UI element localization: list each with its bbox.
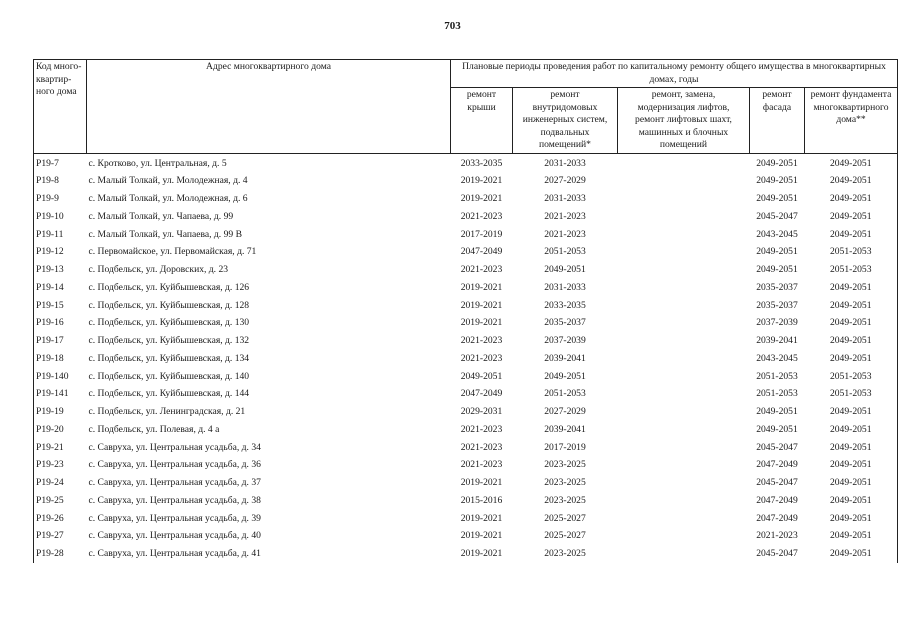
row-address: с. Подбельск, ул. Куйбышевская, д. 132 xyxy=(88,335,250,346)
row-address: с. Подбельск, ул. Куйбышевская, д. 144 xyxy=(88,388,250,400)
row-elevators xyxy=(618,545,750,563)
row-engineering: 2023-2025 xyxy=(544,459,586,471)
table-row xyxy=(34,421,898,439)
row-address: с. Савруха, ул. Центральная усадьба, д. 34 xyxy=(88,441,261,453)
row-roof: 2021-2023 xyxy=(460,335,503,346)
row-foundation: 2049-2051 xyxy=(805,492,898,510)
row-foundation: 2049-2051 xyxy=(805,190,898,208)
row-facade: 2043-2045 xyxy=(756,352,798,364)
row-address: с. Подбельск, ул. Куйбышевская, д. 128 xyxy=(88,299,250,311)
row-facade: 2051-2053 xyxy=(756,388,798,400)
row-roof: 2015-2016 xyxy=(460,494,503,506)
header-facade: ремонт фасада xyxy=(750,88,805,154)
row-roof: 2019-2021 xyxy=(460,175,503,187)
row-code: Р19-140 xyxy=(34,368,87,386)
table-row xyxy=(34,510,898,528)
row-code: Р19-25 xyxy=(34,492,87,510)
row-foundation: 2049-2051 xyxy=(805,510,898,528)
row-engineering: 2017-2019 xyxy=(544,441,586,453)
row-foundation: 2049-2051 xyxy=(805,297,898,315)
row-roof: 2047-2049 xyxy=(460,246,503,258)
row-engineering: 2033-2035 xyxy=(544,299,586,311)
row-address: с. Малый Толкай, ул. Чапаева, д. 99 В xyxy=(88,228,242,240)
row-facade: 2049-2051 xyxy=(756,423,798,435)
row-facade: 2049-2051 xyxy=(756,175,798,187)
row-engineering: 2021-2023 xyxy=(544,228,586,240)
row-roof: 2029-2031 xyxy=(460,406,503,417)
row-foundation: 2051-2053 xyxy=(805,261,898,279)
row-elevators xyxy=(618,350,750,368)
row-roof: 2019-2021 xyxy=(460,548,503,559)
row-engineering: 2031-2033 xyxy=(544,281,586,293)
row-foundation: 2051-2053 xyxy=(805,385,898,403)
row-elevators xyxy=(618,456,750,474)
row-engineering: 2027-2029 xyxy=(544,175,586,187)
page-number: 703 xyxy=(444,20,461,32)
row-foundation: 2049-2051 xyxy=(805,279,898,297)
row-foundation: 2049-2051 xyxy=(805,314,898,332)
row-engineering: 2051-2053 xyxy=(544,388,586,400)
header-code: Код много- квартир- ного дома xyxy=(34,60,87,154)
table-row xyxy=(34,456,898,474)
row-address: с. Савруха, ул. Центральная усадьба, д. 40 xyxy=(88,530,261,542)
table-row xyxy=(34,297,898,315)
row-address: с. Подбельск, ул. Доровских, д. 23 xyxy=(88,264,229,275)
capital-repair-schedule-table xyxy=(33,59,898,563)
row-roof: 2019-2021 xyxy=(460,299,503,311)
table-row xyxy=(34,243,898,261)
row-roof: 2021-2023 xyxy=(460,352,503,364)
table-row xyxy=(34,226,898,244)
row-roof: 2021-2023 xyxy=(460,210,503,222)
row-address: с. Подбельск, ул. Куйбышевская, д. 134 xyxy=(88,352,250,364)
row-engineering: 2023-2025 xyxy=(544,494,586,506)
row-facade: 2047-2049 xyxy=(756,494,798,506)
row-roof: 2019-2021 xyxy=(460,317,503,329)
row-engineering: 2031-2033 xyxy=(544,193,586,204)
row-roof: 2021-2023 xyxy=(460,423,503,435)
row-address: с. Кротково, ул. Центральная, д. 5 xyxy=(88,157,227,169)
table-row xyxy=(34,261,898,279)
row-address: с. Савруха, ул. Центральная усадьба, д. 39 xyxy=(88,512,261,524)
row-roof: 2021-2023 xyxy=(460,264,503,275)
row-engineering: 2049-2051 xyxy=(544,370,586,382)
row-elevators xyxy=(618,403,750,421)
row-engineering: 2023-2025 xyxy=(544,477,586,488)
row-elevators xyxy=(618,385,750,403)
row-elevators xyxy=(618,190,750,208)
row-elevators xyxy=(618,243,750,261)
row-address: с. Первомайское, ул. Первомайская, д. 71 xyxy=(88,246,257,258)
row-foundation: 2049-2051 xyxy=(805,208,898,226)
row-facade: 2035-2037 xyxy=(756,281,798,293)
row-foundation: 2049-2051 xyxy=(805,439,898,457)
table-row xyxy=(34,403,898,421)
row-code: Р19-10 xyxy=(34,208,87,226)
row-address: с. Малый Толкай, ул. Молодежная, д. 4 xyxy=(88,175,248,187)
row-address: с. Савруха, ул. Центральная усадьба, д. 41 xyxy=(88,548,261,559)
row-engineering: 2039-2041 xyxy=(544,352,586,364)
row-elevators xyxy=(618,421,750,439)
row-code: Р19-18 xyxy=(34,350,87,368)
row-facade: 2037-2039 xyxy=(756,317,798,329)
table-row xyxy=(34,474,898,492)
row-elevators xyxy=(618,492,750,510)
row-facade: 2047-2049 xyxy=(756,459,798,471)
row-foundation: 2049-2051 xyxy=(805,527,898,545)
row-elevators xyxy=(618,332,750,350)
row-code: Р19-24 xyxy=(34,474,87,492)
row-address: с. Малый Толкай, ул. Чапаева, д. 99 xyxy=(88,210,234,222)
table-row xyxy=(34,172,898,190)
row-code: Р19-15 xyxy=(34,297,87,315)
row-foundation: 2049-2051 xyxy=(805,226,898,244)
row-facade: 2049-2051 xyxy=(756,406,798,417)
row-foundation: 2049-2051 xyxy=(805,332,898,350)
table-row xyxy=(34,368,898,386)
row-code: Р19-20 xyxy=(34,421,87,439)
row-foundation: 2051-2053 xyxy=(805,243,898,261)
table-row xyxy=(34,279,898,297)
row-address: с. Подбельск, ул. Куйбышевская, д. 130 xyxy=(88,317,250,329)
row-code: Р19-11 xyxy=(34,226,87,244)
row-code: Р19-14 xyxy=(34,279,87,297)
row-facade: 2047-2049 xyxy=(756,512,798,524)
row-facade: 2039-2041 xyxy=(756,335,798,346)
row-engineering: 2035-2037 xyxy=(544,317,586,329)
row-facade: 2049-2051 xyxy=(756,264,798,275)
header-engineering: ремонт внутридомовых инженерных систем, подвальных помещений* xyxy=(513,88,618,154)
row-elevators xyxy=(618,172,750,190)
table-row xyxy=(34,208,898,226)
row-facade: 2051-2053 xyxy=(756,370,798,382)
row-roof: 2021-2023 xyxy=(460,441,503,453)
row-code: Р19-28 xyxy=(34,545,87,563)
row-engineering: 2039-2041 xyxy=(544,423,586,435)
row-elevators xyxy=(618,474,750,492)
table-row xyxy=(34,545,898,563)
row-address: с. Подбельск, ул. Полевая, д. 4 а xyxy=(88,423,220,435)
row-address: с. Подбельск, ул. Куйбышевская, д. 126 xyxy=(88,281,250,293)
row-engineering: 2023-2025 xyxy=(544,548,586,559)
row-elevators xyxy=(618,226,750,244)
row-engineering: 2049-2051 xyxy=(544,264,586,275)
table-row xyxy=(34,492,898,510)
table-header xyxy=(34,60,898,154)
row-address: с. Малый Толкай, ул. Молодежная, д. 6 xyxy=(88,193,248,204)
row-engineering: 2025-2027 xyxy=(544,512,586,524)
row-roof: 2049-2051 xyxy=(460,370,503,382)
row-elevators xyxy=(618,527,750,545)
row-facade: 2045-2047 xyxy=(756,477,798,488)
row-code: Р19-13 xyxy=(34,261,87,279)
row-foundation: 2049-2051 xyxy=(805,350,898,368)
table-row xyxy=(34,527,898,545)
row-address: с. Подбельск, ул. Ленинградская, д. 21 xyxy=(88,406,246,417)
row-facade: 2049-2051 xyxy=(756,193,798,204)
row-code: Р19-17 xyxy=(34,332,87,350)
row-facade: 2035-2037 xyxy=(756,299,798,311)
row-roof: 2019-2021 xyxy=(460,193,503,204)
row-roof: 2047-2049 xyxy=(460,388,503,400)
header-periods-group: Плановые периоды проведения работ по капитальному ремонту общего имущества в многоквартирных домах, годы xyxy=(451,60,898,88)
table-row xyxy=(34,332,898,350)
row-engineering: 2027-2029 xyxy=(544,406,586,417)
row-code: Р19-21 xyxy=(34,439,87,457)
table-row xyxy=(34,190,898,208)
header-roof: ремонт крыши xyxy=(451,88,513,154)
row-elevators xyxy=(618,279,750,297)
header-elevators: ремонт, замена, модернизация лифтов, ремонт лифтовых шахт, машинных и блочных помещений xyxy=(618,88,750,154)
row-code: Р19-9 xyxy=(34,190,87,208)
row-code: Р19-23 xyxy=(34,456,87,474)
row-foundation: 2049-2051 xyxy=(805,421,898,439)
row-address: с. Савруха, ул. Центральная усадьба, д. 38 xyxy=(88,494,261,506)
row-facade: 2049-2051 xyxy=(756,157,798,169)
table-body xyxy=(34,153,898,563)
row-foundation: 2049-2051 xyxy=(805,403,898,421)
row-elevators xyxy=(618,297,750,315)
row-foundation: 2049-2051 xyxy=(805,474,898,492)
row-facade: 2043-2045 xyxy=(756,228,798,240)
row-engineering: 2025-2027 xyxy=(544,530,586,542)
row-foundation: 2049-2051 xyxy=(805,172,898,190)
row-address: с. Подбельск, ул. Куйбышевская, д. 140 xyxy=(88,370,250,382)
row-facade: 2045-2047 xyxy=(756,210,798,222)
row-roof: 2019-2021 xyxy=(460,530,503,542)
row-facade: 2045-2047 xyxy=(756,548,798,559)
row-elevators xyxy=(618,261,750,279)
row-code: Р19-8 xyxy=(34,172,87,190)
row-roof: 2019-2021 xyxy=(460,281,503,293)
table-row xyxy=(34,385,898,403)
header-address: Адрес многоквартирного дома xyxy=(87,60,451,154)
row-code: Р19-12 xyxy=(34,243,87,261)
row-engineering: 2021-2023 xyxy=(544,210,586,222)
row-roof: 2019-2021 xyxy=(460,512,503,524)
row-engineering: 2037-2039 xyxy=(544,335,586,346)
row-code: Р19-26 xyxy=(34,510,87,528)
row-elevators xyxy=(618,208,750,226)
row-foundation: 2049-2051 xyxy=(805,545,898,563)
row-engineering: 2051-2053 xyxy=(544,246,586,258)
row-code: Р19-16 xyxy=(34,314,87,332)
header-foundation: ремонт фундамента многоквартирного дома** xyxy=(805,88,898,154)
row-engineering: 2031-2033 xyxy=(544,157,586,169)
row-roof: 2017-2019 xyxy=(460,228,503,240)
row-code: Р19-7 xyxy=(34,153,87,172)
table-row xyxy=(34,314,898,332)
row-facade: 2049-2051 xyxy=(756,246,798,258)
row-code: Р19-19 xyxy=(34,403,87,421)
row-code: Р19-27 xyxy=(34,527,87,545)
row-elevators xyxy=(618,368,750,386)
row-roof: 2019-2021 xyxy=(460,477,503,488)
row-address: с. Савруха, ул. Центральная усадьба, д. 37 xyxy=(88,477,261,488)
row-facade: 2045-2047 xyxy=(756,441,798,453)
table-row xyxy=(34,350,898,368)
row-elevators xyxy=(618,153,750,172)
row-foundation: 2049-2051 xyxy=(805,456,898,474)
row-elevators xyxy=(618,314,750,332)
row-roof: 2021-2023 xyxy=(460,459,503,471)
row-foundation: 2049-2051 xyxy=(805,153,898,172)
table-row xyxy=(34,439,898,457)
row-address: с. Савруха, ул. Центральная усадьба, д. 36 xyxy=(88,459,261,471)
row-facade: 2021-2023 xyxy=(756,530,798,542)
row-roof: 2033-2035 xyxy=(460,157,503,169)
row-code: Р19-141 xyxy=(34,385,87,403)
row-elevators xyxy=(618,439,750,457)
table-row xyxy=(34,153,898,172)
row-foundation: 2051-2053 xyxy=(805,368,898,386)
row-elevators xyxy=(618,510,750,528)
